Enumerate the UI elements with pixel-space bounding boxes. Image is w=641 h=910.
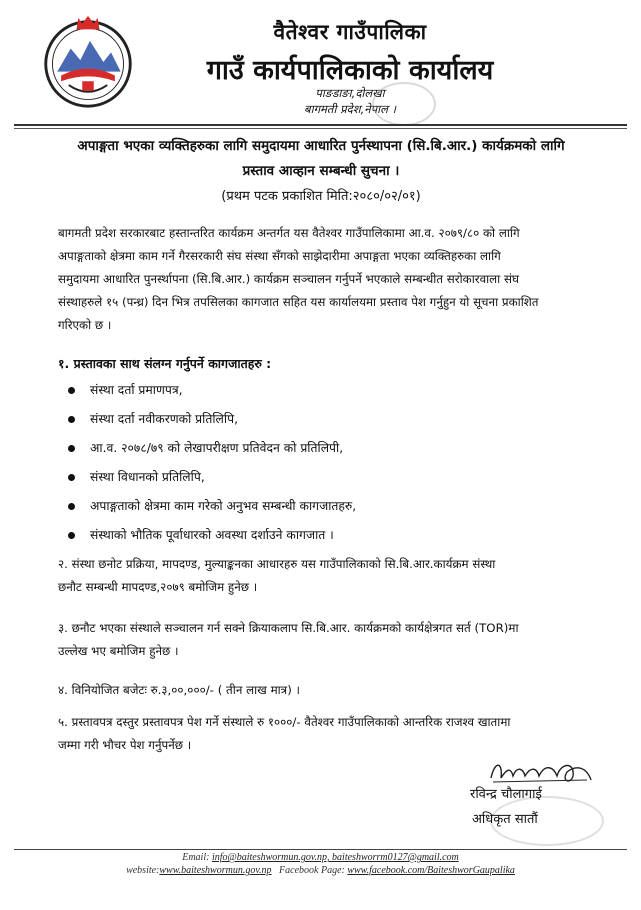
list-item-label: संस्था दर्ता नवीकरणको प्रतिलिपि, [90, 412, 238, 426]
intro-line: संस्थाहरुले १५ (पन्ध्र) दिन भित्र तपसिलका कागजात सहित यस कार्यालयमा प्रस्ताव पेश गर्नुहुन यो सूचना प्रकाशित [58, 295, 539, 309]
list-item-label: अपाङ्गताको क्षेत्रमा काम गरेको अनुभव सम्बन्धी कागजातहरु, [90, 499, 357, 513]
header-divider [14, 124, 627, 126]
list-item [68, 434, 588, 463]
facebook-link[interactable]: www.facebook.com/BaiteshworGaupalika [347, 865, 515, 876]
bullet-icon [68, 503, 75, 510]
list-item [68, 463, 588, 492]
intro-paragraph [58, 222, 618, 337]
intro-line: गरिएको छ । [58, 318, 112, 332]
point-3-line: उल्लेख भए बमोजिम हुनेछ । [58, 644, 179, 658]
point-2-line: छनौट सम्बन्धी मापदण्ड,२०७९ बमोजिम हुनेछ । [58, 580, 258, 594]
header-divider-thin [14, 128, 627, 129]
required-documents-list [68, 376, 588, 550]
email-label: Email: [182, 852, 210, 863]
list-item [68, 521, 588, 550]
point-5-line: ५. प्रस्तावपत्र दस्तुर प्रस्तावपत्र पेश गर्ने संस्थाले रु १०००/- वैतेश्वर गाउँपालिकाको आन्तरिक राजश्व खातामा [58, 715, 511, 729]
website-label: website: [126, 865, 160, 876]
signatory-title: अधिकृत सातौं [472, 812, 538, 827]
intro-line: अपाङ्गताको क्षेत्रमा काम गर्ने गैरसरकारी संघ संस्था सँगको साझेदारीमा अपाङ्गता भएका व्यक्तिहरुका लागि [58, 249, 501, 263]
list-item-label: संस्था दर्ता प्रमाणपत्र, [90, 383, 183, 397]
office-stamp [372, 82, 436, 126]
notice-headline-line-1: अपाङ्गता भएका व्यक्तिहरुका लागि समुदायमा आधारित पुर्नस्थापना (सि.बि.आर.) कार्यक्रमको लागि [77, 138, 565, 154]
bullet-icon [68, 387, 75, 394]
point-2-line: २. संस्था छनोट प्रक्रिया, मापदण्ड, मुल्याङ्कनका आधारहरु यस गाउँपालिकाको सि.बि.आर.कार्यक्रम संस्था [58, 557, 496, 571]
bullet-icon [68, 474, 75, 481]
intro-line: समुदायमा आधारित पुनर्स्थापना (सि.बि.आर.) कार्यक्रम सञ्चालन गर्नुपर्ने भएकाले सम्बन्धीत सरोकारवाला संघ [58, 272, 519, 286]
footer-email-line [0, 852, 641, 863]
point-4-paragraph [58, 679, 618, 702]
point-4-line: ४. विनियोजित बजेटः रु.३,००,०००/- ( तीन लाख मात्र) । [58, 683, 301, 697]
point-3-line: ३. छनौट भएका संस्थाले सञ्चालन गर्न सक्ने क्रियाकलाप सि.बि.आर. कार्यक्रमको कार्यक्षेत्रगत सर्त (TOR)मा [58, 621, 519, 635]
point-5-line: जम्मा गरी भौचर पेश गर्नुपर्नेछ । [58, 738, 192, 752]
office-name: गाउँ कार्यपालिकाको कार्यालय [206, 55, 494, 86]
list-item [68, 405, 588, 434]
footer-web-line [0, 865, 641, 876]
facebook-label: Facebook Page: [279, 865, 345, 876]
list-item-label: संस्था विधानको प्रतिलिपि, [90, 470, 205, 484]
bullet-icon [68, 416, 75, 423]
footer-divider [14, 849, 627, 850]
signatory-name: रविन्द्र चौलागाई [470, 787, 542, 802]
list-item-label: आ.व. २०७८/७९ को लेखापरीक्षण प्रतिवेदन को प्रतिलिपी, [90, 441, 344, 455]
point-2-paragraph [58, 553, 618, 599]
publication-date: (प्रथम पटक प्रकाशित मिति:२०८०/०२/०१) [221, 189, 421, 204]
section-1-title: १. प्रस्तावका साथ संलग्न गर्नुपर्ने कागजातहरु : [58, 356, 272, 371]
list-item-label: संस्थाको भौतिक पूर्वाधारको अवस्था दर्शाउने कागजात । [90, 528, 334, 542]
nepal-emblem-icon [40, 14, 136, 110]
website-link[interactable]: www.baiteshwormun.gov.np [159, 865, 272, 876]
intro-line: बागमती प्रदेश सरकारबाट हस्तान्तरित कार्यक्रम अन्तर्गत यस वैतेश्वर गाउँपालिकामा आ.व. २०७९/८० को लागि [58, 226, 520, 240]
list-item [68, 376, 588, 405]
address-line-1: पाङडाङा,दोलखा [315, 86, 385, 100]
email-link[interactable]: info@baiteshwormun.gov.np, baiteshworrm0127@gmail.com [211, 852, 459, 863]
point-5-paragraph [58, 711, 618, 757]
list-item [68, 492, 588, 521]
bullet-icon [68, 445, 75, 452]
address-line-2: बागमती प्रदेश,नेपाल । [304, 102, 396, 116]
municipality-name: वैतेश्वर गाउँपालिका [273, 20, 427, 44]
point-3-paragraph [58, 617, 618, 663]
bullet-icon [68, 532, 75, 539]
notice-headline-line-2: प्रस्ताव आव्हान सम्बन्धी सुचना । [242, 163, 400, 179]
